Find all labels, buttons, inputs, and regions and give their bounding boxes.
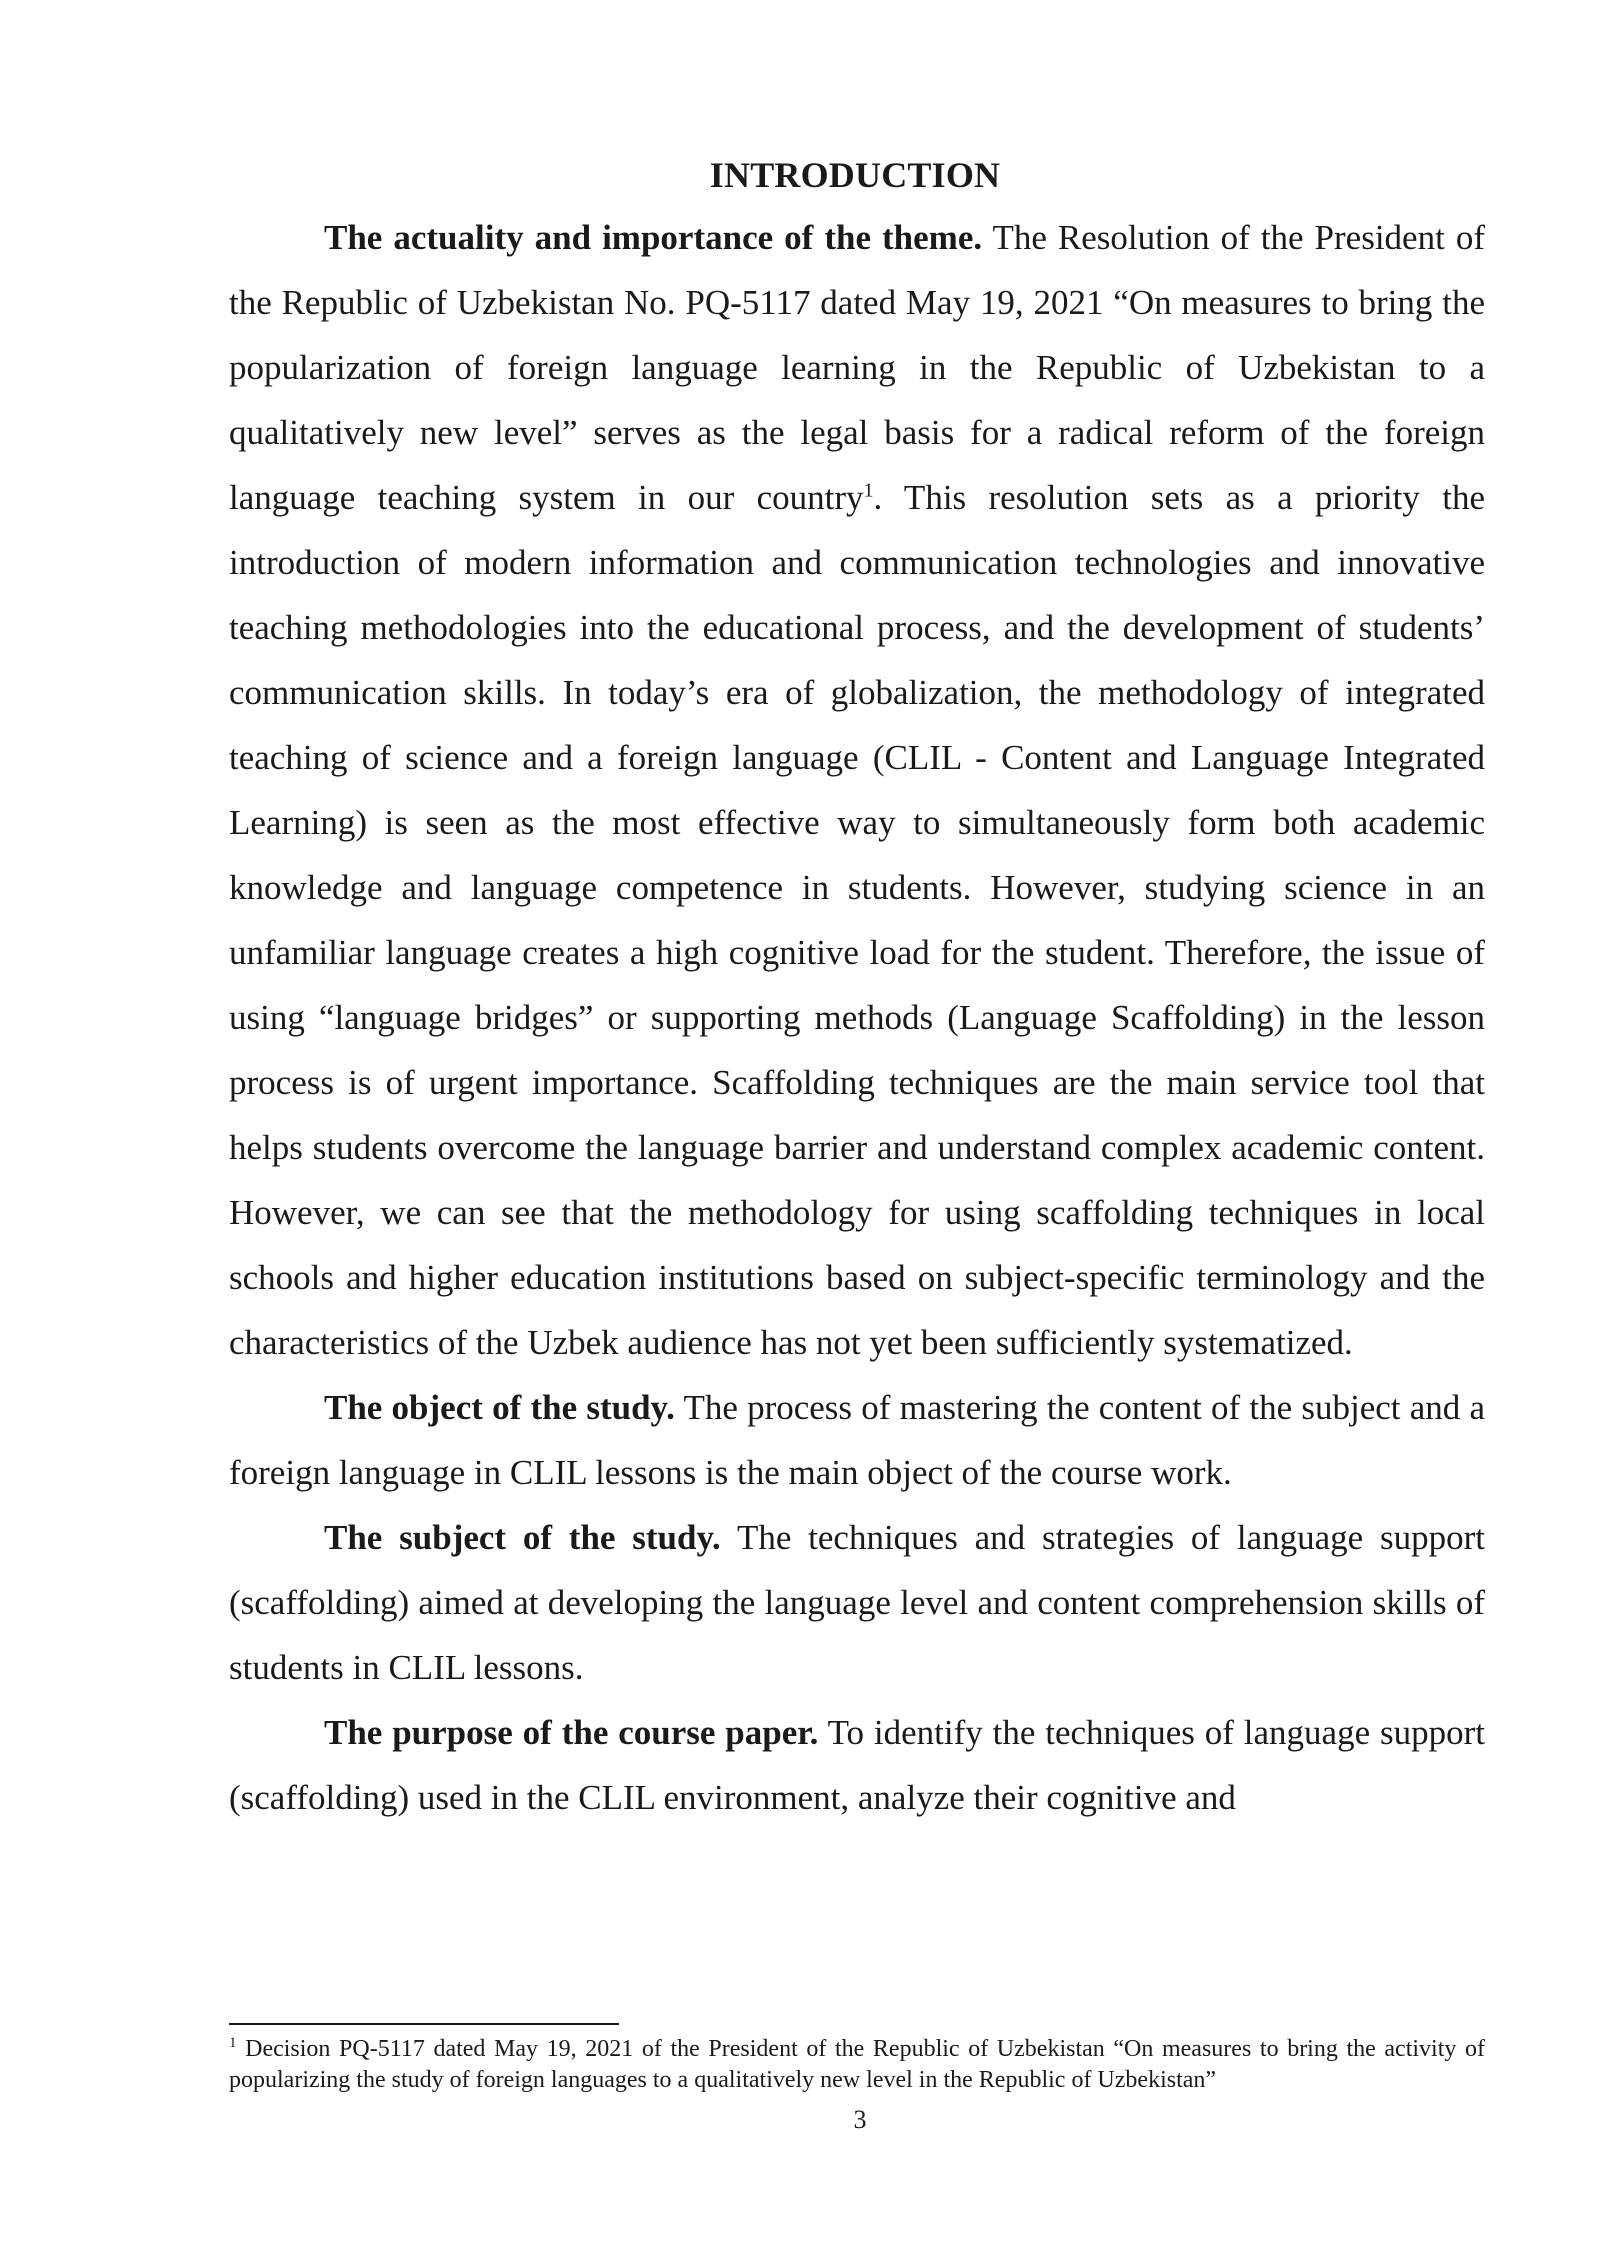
paragraph-text: The process of mastering the content of the subject and a foreign language in CLIL lessons is the main object of the course work.	[229, 1388, 1485, 1492]
paragraph-text: The Resolution of the President of the Republic of Uzbekistan No. PQ-5117 dated May 19, 2021 “On measures to bring the popularization of foreign language learning in the Republic of Uzbekistan to a qualitatively new level” serves as the legal basis for a radical reform of the foreign language teaching system in our country	[229, 218, 1485, 517]
paragraph-lead: The subject of the study.	[324, 1518, 721, 1557]
footnote-marker: 1	[229, 2035, 237, 2051]
footnote-separator	[229, 2023, 619, 2025]
paragraph-actuality	[229, 205, 1485, 1375]
footnote-reference[interactable]: 1	[863, 479, 874, 502]
footnote	[229, 2034, 1485, 2096]
paragraph-lead: The object of the study.	[324, 1388, 675, 1427]
paragraph-object	[229, 1375, 1485, 1505]
paragraph-subject	[229, 1505, 1485, 1700]
paragraph-purpose	[229, 1700, 1485, 1830]
paragraph-lead: The actuality and importance of the theme.	[324, 218, 983, 257]
paragraph-text: The techniques and strategies of language support (scaffolding) aimed at developing the language level and content comprehension skills of students in CLIL lessons.	[229, 1518, 1485, 1687]
paragraph-lead: The purpose of the course paper.	[324, 1713, 819, 1752]
body-text	[229, 205, 1485, 1830]
paragraph-text: . This resolution sets as a priority the introduction of modern information and communication technologies and innovative teaching methodologies into the educational process, and the development of students’ communication skills. In today’s era of globalization, the methodology of integrated teaching of science and a foreign language (CLIL - Content and Language Integrated Learning) is seen as the most effective way to simultaneously form both academic knowledge and language competence in students. However, studying science in an unfamiliar language creates a high cognitive load for the student. Therefore, the issue of using “language bridges” or supporting methods (Language Scaffolding) in the lesson process is of urgent importance. Scaffolding techniques are the main service tool that helps students overcome the language barrier and understand complex academic content. However, we can see that the methodology for using scaffolding techniques in local schools and higher education institutions based on subject-specific terminology and the characteristics of the Uzbek audience has not yet been sufficiently systematized.	[229, 478, 1485, 1362]
section-heading: INTRODUCTION	[709, 155, 1001, 195]
page-number: 3	[853, 2105, 867, 2134]
paragraph-text: To identify the techniques of language support (scaffolding) used in the CLIL environment, analyze their cognitive and	[229, 1713, 1485, 1817]
footnote-text: Decision PQ-5117 dated May 19, 2021 of the President of the Republic of Uzbekistan “On measures to bring the activity of popularizing the study of foreign languages to a qualitatively new level in the Republic of Uzbekistan”	[229, 2036, 1485, 2093]
